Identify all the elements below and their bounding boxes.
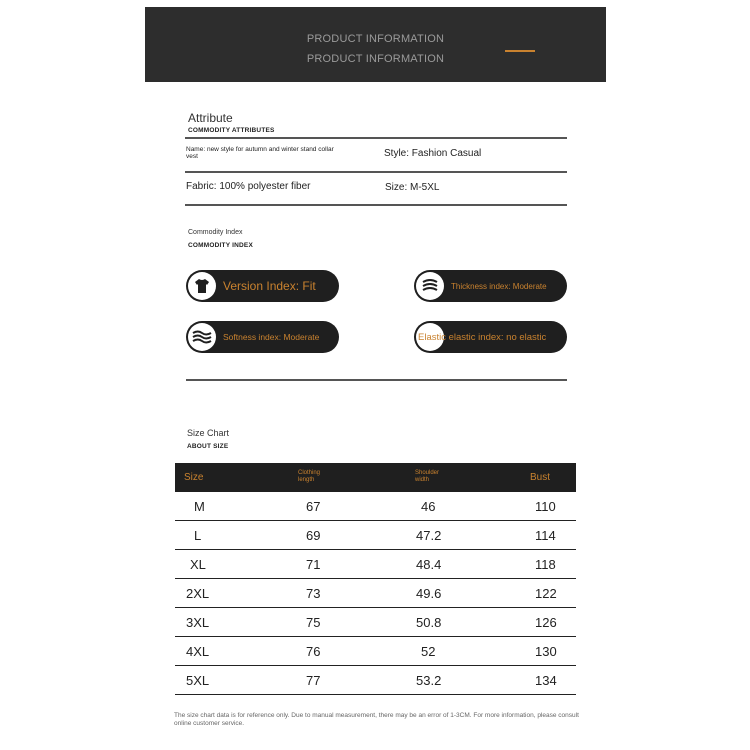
cell-bust: 122 <box>535 586 557 601</box>
attribute-rule-top <box>185 137 567 139</box>
attribute-fabric: Fabric: 100% polyester fiber <box>186 181 311 192</box>
commodity-index-subtitle: COMMODITY INDEX <box>188 242 253 249</box>
cell-size: L <box>194 528 202 543</box>
cell-shoulder: 52 <box>421 644 436 659</box>
cell-length: 67 <box>306 499 321 514</box>
header-shoulder-width-line1: Shoulder <box>415 470 440 476</box>
header-size: Size <box>184 472 204 483</box>
table-row <box>175 608 576 637</box>
cell-bust: 126 <box>535 615 557 630</box>
cell-bust: 118 <box>535 557 556 572</box>
tshirt-icon <box>188 272 216 300</box>
table-row <box>175 521 576 550</box>
index-rule-bottom <box>186 379 567 381</box>
cell-length: 75 <box>306 615 321 630</box>
attribute-subtitle: COMMODITY ATTRIBUTES <box>188 127 275 134</box>
header-clothing-length-line1: Clothing <box>298 470 321 476</box>
cell-size: 2XL <box>186 586 210 601</box>
table-row <box>175 666 576 695</box>
header-accent-bar <box>505 50 535 52</box>
header-clothing-length <box>298 470 320 484</box>
cell-length: 71 <box>306 557 321 572</box>
table-row <box>175 637 576 666</box>
cell-length: 76 <box>306 644 321 659</box>
size-table-header <box>175 463 576 492</box>
index-item-softness <box>186 321 339 353</box>
cell-size: 4XL <box>186 644 210 659</box>
size-chart-title: Size Chart <box>187 428 230 438</box>
index-item-thickness <box>414 270 567 302</box>
commodity-index-title: Commodity Index <box>188 229 243 236</box>
index-label-softness: Softness index: Moderate <box>223 332 320 342</box>
index-item-elastic <box>414 321 567 353</box>
header-shoulder-width-line2: width <box>415 477 430 483</box>
cell-length: 73 <box>306 586 321 601</box>
cell-length: 69 <box>306 528 321 543</box>
attribute-style: Style: Fashion Casual <box>384 148 482 159</box>
cell-bust: 110 <box>535 499 556 514</box>
table-row <box>175 492 576 521</box>
attribute-title: Attribute <box>188 111 233 125</box>
cell-shoulder: 47.2 <box>416 528 442 543</box>
cell-size: 5XL <box>186 673 210 688</box>
cell-bust: 114 <box>535 528 556 543</box>
header-clothing-length-line2: length <box>298 477 315 483</box>
feather-icon <box>188 323 216 351</box>
index-label-version: Version Index: Fit <box>223 279 316 293</box>
cell-size: 3XL <box>186 615 210 630</box>
cell-shoulder: 48.4 <box>416 557 442 572</box>
index-label-thickness: Thickness index: Moderate <box>451 281 547 291</box>
attribute-name: Name: new style for autumn and winter stand collar vest <box>186 146 334 160</box>
cell-shoulder: 53.2 <box>416 673 442 688</box>
layers-icon <box>416 272 444 300</box>
cell-size: XL <box>190 557 206 572</box>
cell-shoulder: 49.6 <box>416 586 442 601</box>
size-chart-subtitle: ABOUT SIZE <box>187 443 229 450</box>
table-row <box>175 579 576 608</box>
size-chart-note: The size chart data is for reference only. Due to manual measurement, there may be an error of 1-3CM. For more information, please consult online customer service. <box>174 712 579 727</box>
table-row <box>175 550 576 579</box>
header-shoulder-width <box>415 470 439 484</box>
attribute-size: Size: M-5XL <box>385 182 440 193</box>
product-information-header <box>145 7 606 82</box>
header-title-1: PRODUCT INFORMATION <box>306 33 445 45</box>
cell-shoulder: 46 <box>421 499 436 514</box>
cell-shoulder: 50.8 <box>416 615 442 630</box>
header-bust: Bust <box>530 472 551 483</box>
attribute-rule-bottom <box>185 204 567 206</box>
cell-size: M <box>194 499 205 514</box>
cell-bust: 134 <box>535 673 557 688</box>
cell-length: 77 <box>306 673 321 688</box>
attribute-rule-mid <box>185 171 567 173</box>
index-item-version <box>186 270 339 302</box>
header-title-2: PRODUCT INFORMATION <box>306 53 445 65</box>
index-label-elastic: Elastic elastic index: no elastic <box>418 331 547 343</box>
cell-bust: 130 <box>535 644 557 659</box>
